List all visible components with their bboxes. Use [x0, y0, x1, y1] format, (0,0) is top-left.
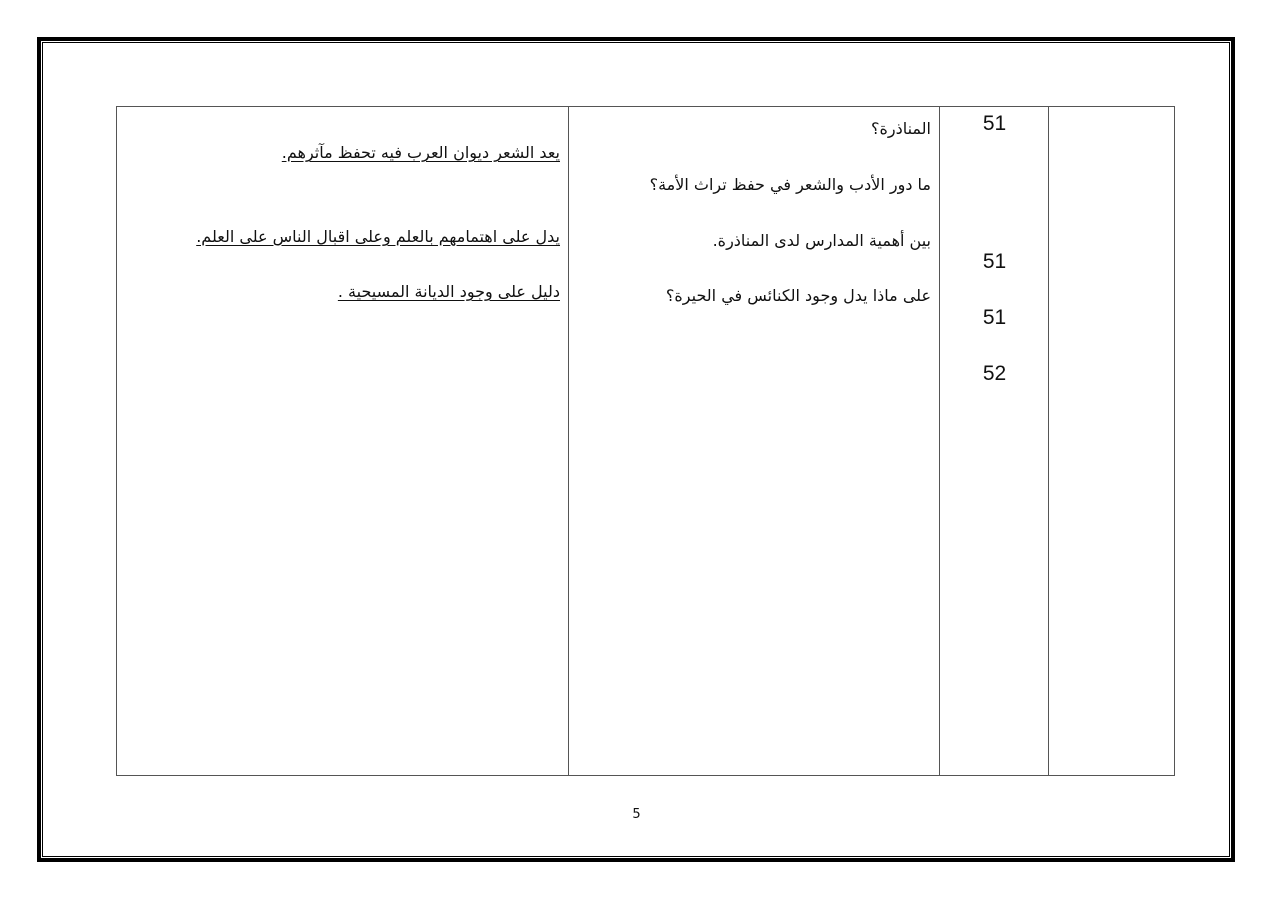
answer-text: يعد الشعر ديوان العرب فيه تحفظ مآثرهم. — [281, 143, 560, 162]
empty-column — [1049, 107, 1174, 775]
questions-table — [116, 106, 1175, 776]
page-ref: 51 — [982, 306, 1007, 329]
answers-column — [117, 107, 569, 775]
page-number: 5 — [632, 807, 641, 822]
question-text: على ماذا يدل وجود الكنائس في الحيرة؟ — [665, 286, 931, 305]
questions-column — [569, 107, 940, 775]
answer-text: دليل على وجود الديانة المسيحية . — [337, 282, 560, 301]
question-text: بين أهمية المدارس لدى المناذرة. — [712, 231, 931, 250]
question-text: ما دور الأدب والشعر في حفظ تراث الأمة؟ — [649, 175, 931, 194]
page-ref: 51 — [982, 112, 1007, 135]
page-ref: 51 — [982, 250, 1007, 273]
question-text: المناذرة؟ — [871, 119, 931, 138]
answer-text: يدل على اهتمامهم بالعلم وعلى اقبال الناس على العلم. — [196, 227, 560, 246]
page-ref-column — [940, 107, 1049, 775]
page-ref: 52 — [982, 362, 1007, 385]
